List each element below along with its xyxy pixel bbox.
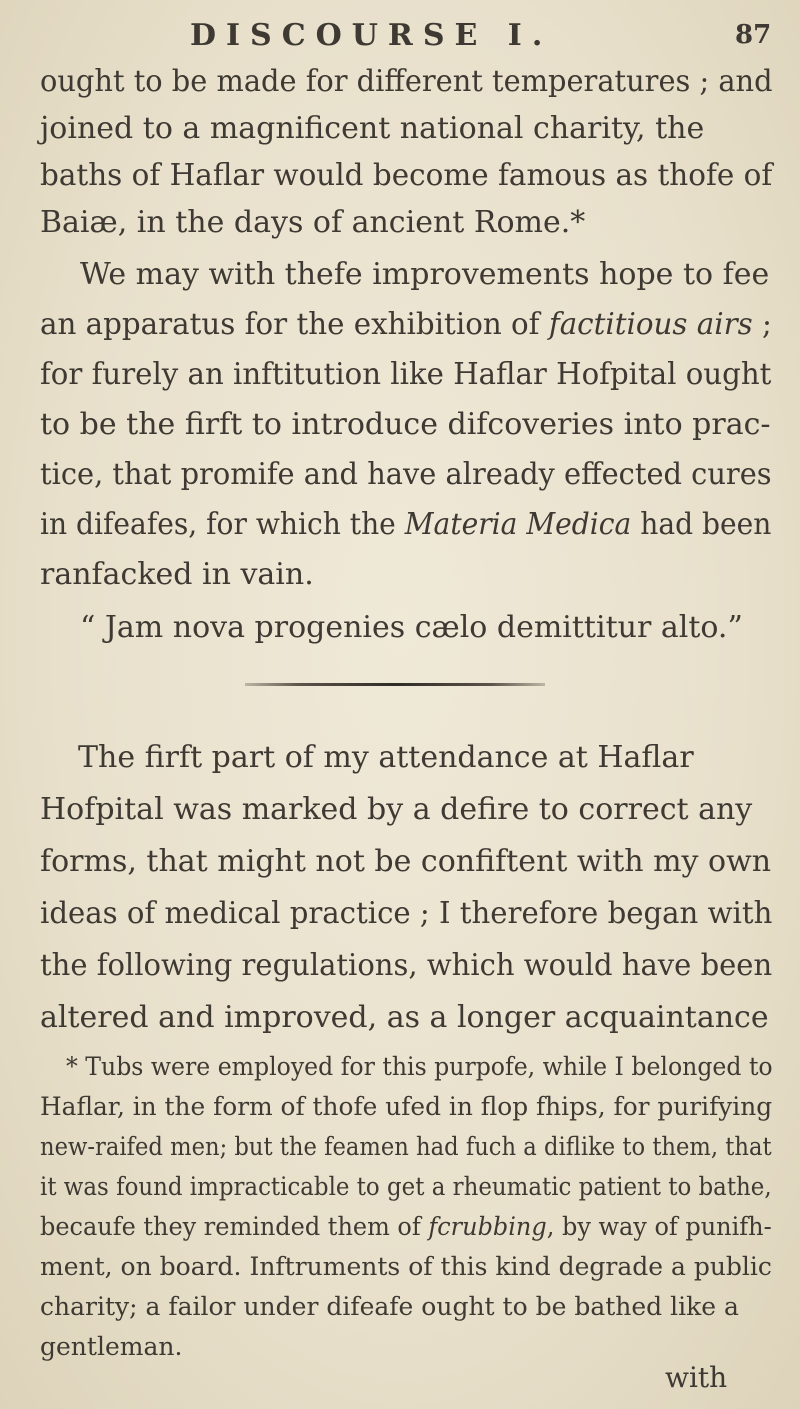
text-span: ; <box>752 307 772 342</box>
text-line: Baiæ, in the days of ancient Rome.* <box>40 205 586 240</box>
italic-text: factitious airs <box>548 307 753 342</box>
running-head: DISCOURSE I. <box>190 18 553 53</box>
italic-text: Materia Medica <box>404 507 632 542</box>
footnote-line: ment, on board. Inftruments of this kind degrade a public <box>40 1252 772 1281</box>
footnote-line <box>40 1210 772 1244</box>
text-line: joined to a magnificent national charity, the <box>40 111 705 146</box>
text-span: an apparatus for the exhibition of <box>40 307 549 342</box>
text-line: for furely an inftitution like Haflar Hofpital ought <box>40 357 772 392</box>
footnote-line: gentleman. <box>40 1332 183 1361</box>
text-line: ideas of medical practice ; I therefore began with <box>40 896 773 931</box>
text-line: tice, that promife and have already effected cures <box>40 457 772 492</box>
text-line <box>40 305 772 345</box>
text-span: had been <box>631 507 772 542</box>
catchword: with <box>665 1361 728 1394</box>
text-line: baths of Haflar would become famous as thofe of <box>40 158 773 193</box>
section-divider <box>245 683 545 686</box>
footnote-line: new-raifed men; but the feamen had fuch a diflike to them, that <box>40 1132 772 1161</box>
text-line: the following regulations, which would have been <box>40 948 773 983</box>
text-line: to be the firft to introduce difcoveries into prac- <box>40 407 771 442</box>
footnote-line: it was found impracticable to get a rheumatic patient to bathe, <box>40 1172 772 1201</box>
latin-quote: “ Jam nova progenies cælo demittitur alto.” <box>80 610 743 645</box>
footnote-line: Haflar, in the form of thofe ufed in flop fhips, for purifying <box>40 1092 773 1121</box>
text-line <box>40 505 771 545</box>
text-span: in difeafes, for which the <box>40 507 405 542</box>
text-span: , by way of punifh- <box>546 1212 772 1241</box>
footnote-line: * Tubs were employed for this purpofe, while I belonged to <box>66 1052 773 1081</box>
page-number: 87 <box>735 20 772 50</box>
text-line: The firft part of my attendance at Haflar <box>78 740 694 775</box>
text-line: ought to be made for different temperatures ; and <box>40 64 773 99</box>
text-line: forms, that might not be confiftent with my own <box>40 844 772 879</box>
page-header <box>0 16 800 66</box>
text-line: We may with thefe improvements hope to fee <box>80 257 770 292</box>
footnote-line: charity; a failor under difeafe ought to be bathed like a <box>40 1292 739 1321</box>
text-line: ranfacked in vain. <box>40 557 314 592</box>
text-line: altered and improved, as a longer acquaintance <box>40 1000 769 1035</box>
text-line: Hofpital was marked by a defire to correct any <box>40 792 753 827</box>
text-span: becaufe they reminded them of <box>40 1212 429 1241</box>
italic-text: fcrubbing <box>428 1212 547 1241</box>
